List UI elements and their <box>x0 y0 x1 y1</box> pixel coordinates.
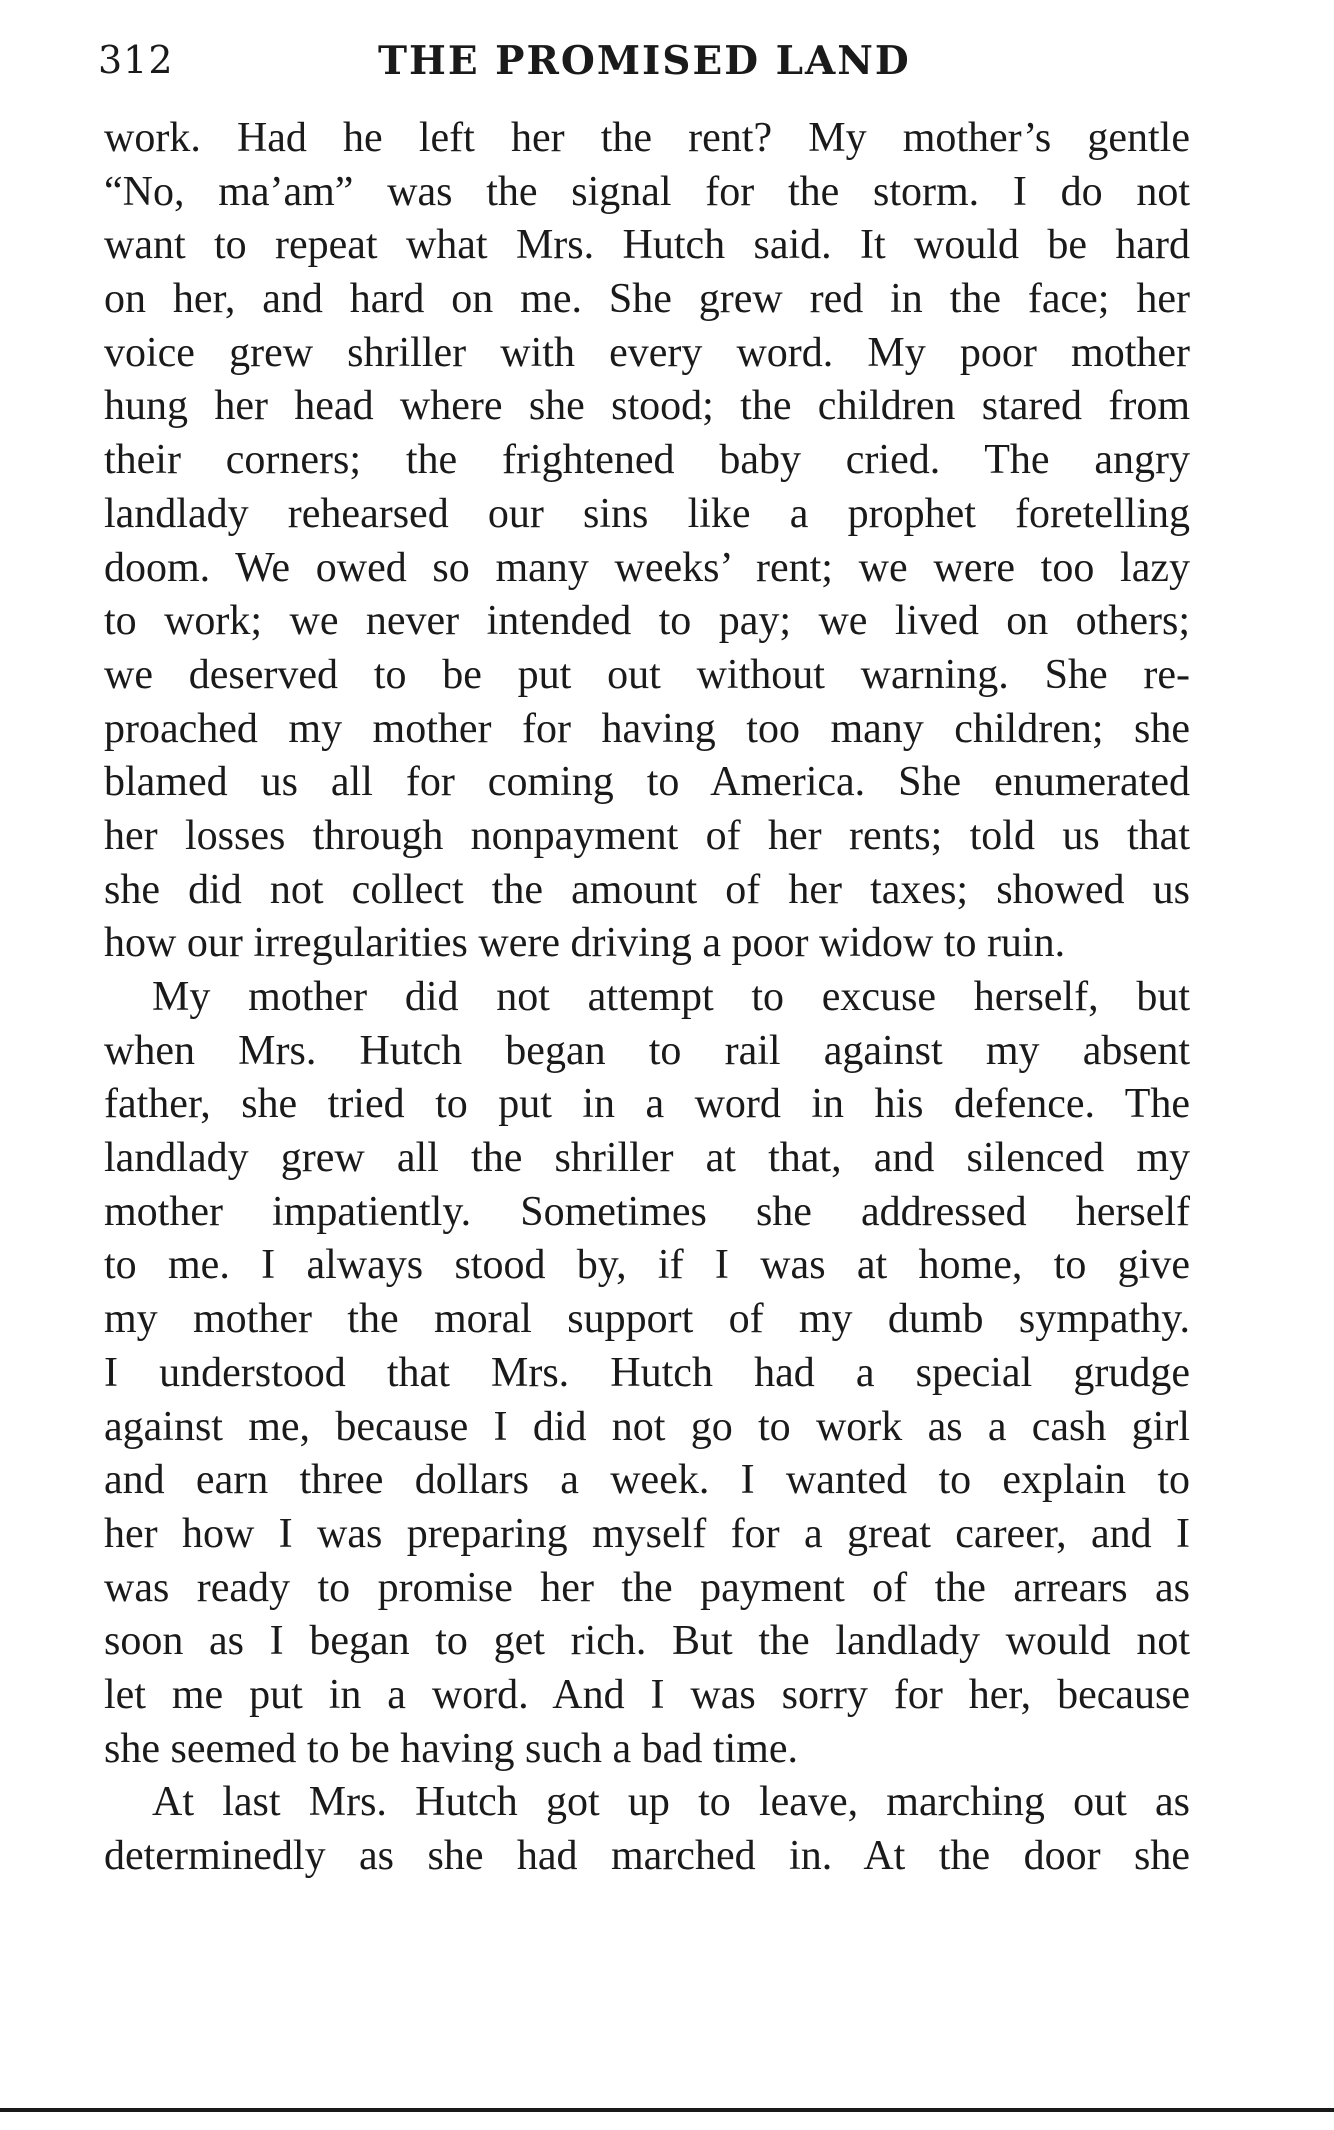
text-line: was ready to promise her the payment of the arrears as <box>104 1564 1190 1611</box>
text-line: father, she tried to put in a word in his defence. The <box>104 1081 1190 1128</box>
text-line: and earn three dollars a week. I wanted to explain to <box>104 1457 1190 1504</box>
text-line: At last Mrs. Hutch got up to leave, marching out as <box>152 1779 1190 1826</box>
text-line: landlady rehearsed our sins like a prophet foretelling <box>104 490 1190 537</box>
text-line: on her, and hard on me. She grew red in the face; her <box>104 276 1190 323</box>
text-line: she seemed to be having such a bad time. <box>104 1725 798 1772</box>
text-line: against me, because I did not go to work as a cash girl <box>104 1403 1190 1450</box>
text-line: proached my mother for having too many children; she <box>104 705 1190 752</box>
text-line: soon as I began to get rich. But the landlady would not <box>104 1618 1190 1665</box>
text-line: their corners; the frightened baby cried. The angry <box>104 437 1190 484</box>
text-line: let me put in a word. And I was sorry for her, because <box>104 1671 1190 1718</box>
text-line: to me. I always stood by, if I was at home, to give <box>104 1242 1190 1289</box>
text-line: we deserved to be put out without warning. She re- <box>104 651 1190 698</box>
text-line: how our irregularities were driving a poor widow to ruin. <box>104 920 1066 967</box>
running-title: THE PROMISED LAND <box>378 38 911 84</box>
text-line: her how I was preparing myself for a great career, and I <box>104 1510 1190 1557</box>
text-line: when Mrs. Hutch began to rail against my absent <box>104 1027 1190 1074</box>
page-number: 312 <box>98 38 174 82</box>
text-line: “No, ma’am” was the signal for the storm. I do not <box>104 168 1190 215</box>
page-header <box>98 38 1198 92</box>
bottom-rule <box>0 2108 1334 2112</box>
text-line: hung her head where she stood; the children stared from <box>104 383 1190 430</box>
text-line: blamed us all for coming to America. She enumerated <box>104 759 1190 806</box>
text-line: she did not collect the amount of her taxes; showed us <box>104 866 1190 913</box>
text-line: landlady grew all the shriller at that, and silenced my <box>104 1135 1190 1182</box>
text-line: to work; we never intended to pay; we lived on others; <box>104 598 1190 645</box>
text-line: mother impatiently. Sometimes she addressed herself <box>104 1188 1190 1235</box>
text-line: doom. We owed so many weeks’ rent; we were too lazy <box>104 544 1190 591</box>
text-line: my mother the moral support of my dumb sympathy. <box>104 1296 1190 1343</box>
text-line: determinedly as she had marched in. At the door she <box>104 1833 1190 1879</box>
text-line: want to repeat what Mrs. Hutch said. It would be hard <box>104 222 1190 269</box>
text-line: work. Had he left her the rent? My mother’s gentle <box>104 115 1190 161</box>
text-line: My mother did not attempt to excuse herself, but <box>152 974 1190 1020</box>
body-text <box>104 112 1190 1884</box>
text-line: her losses through nonpayment of her rents; told us that <box>104 812 1190 859</box>
text-line: I understood that Mrs. Hutch had a special grudge <box>104 1349 1190 1396</box>
text-line: voice grew shriller with every word. My poor mother <box>104 329 1190 376</box>
